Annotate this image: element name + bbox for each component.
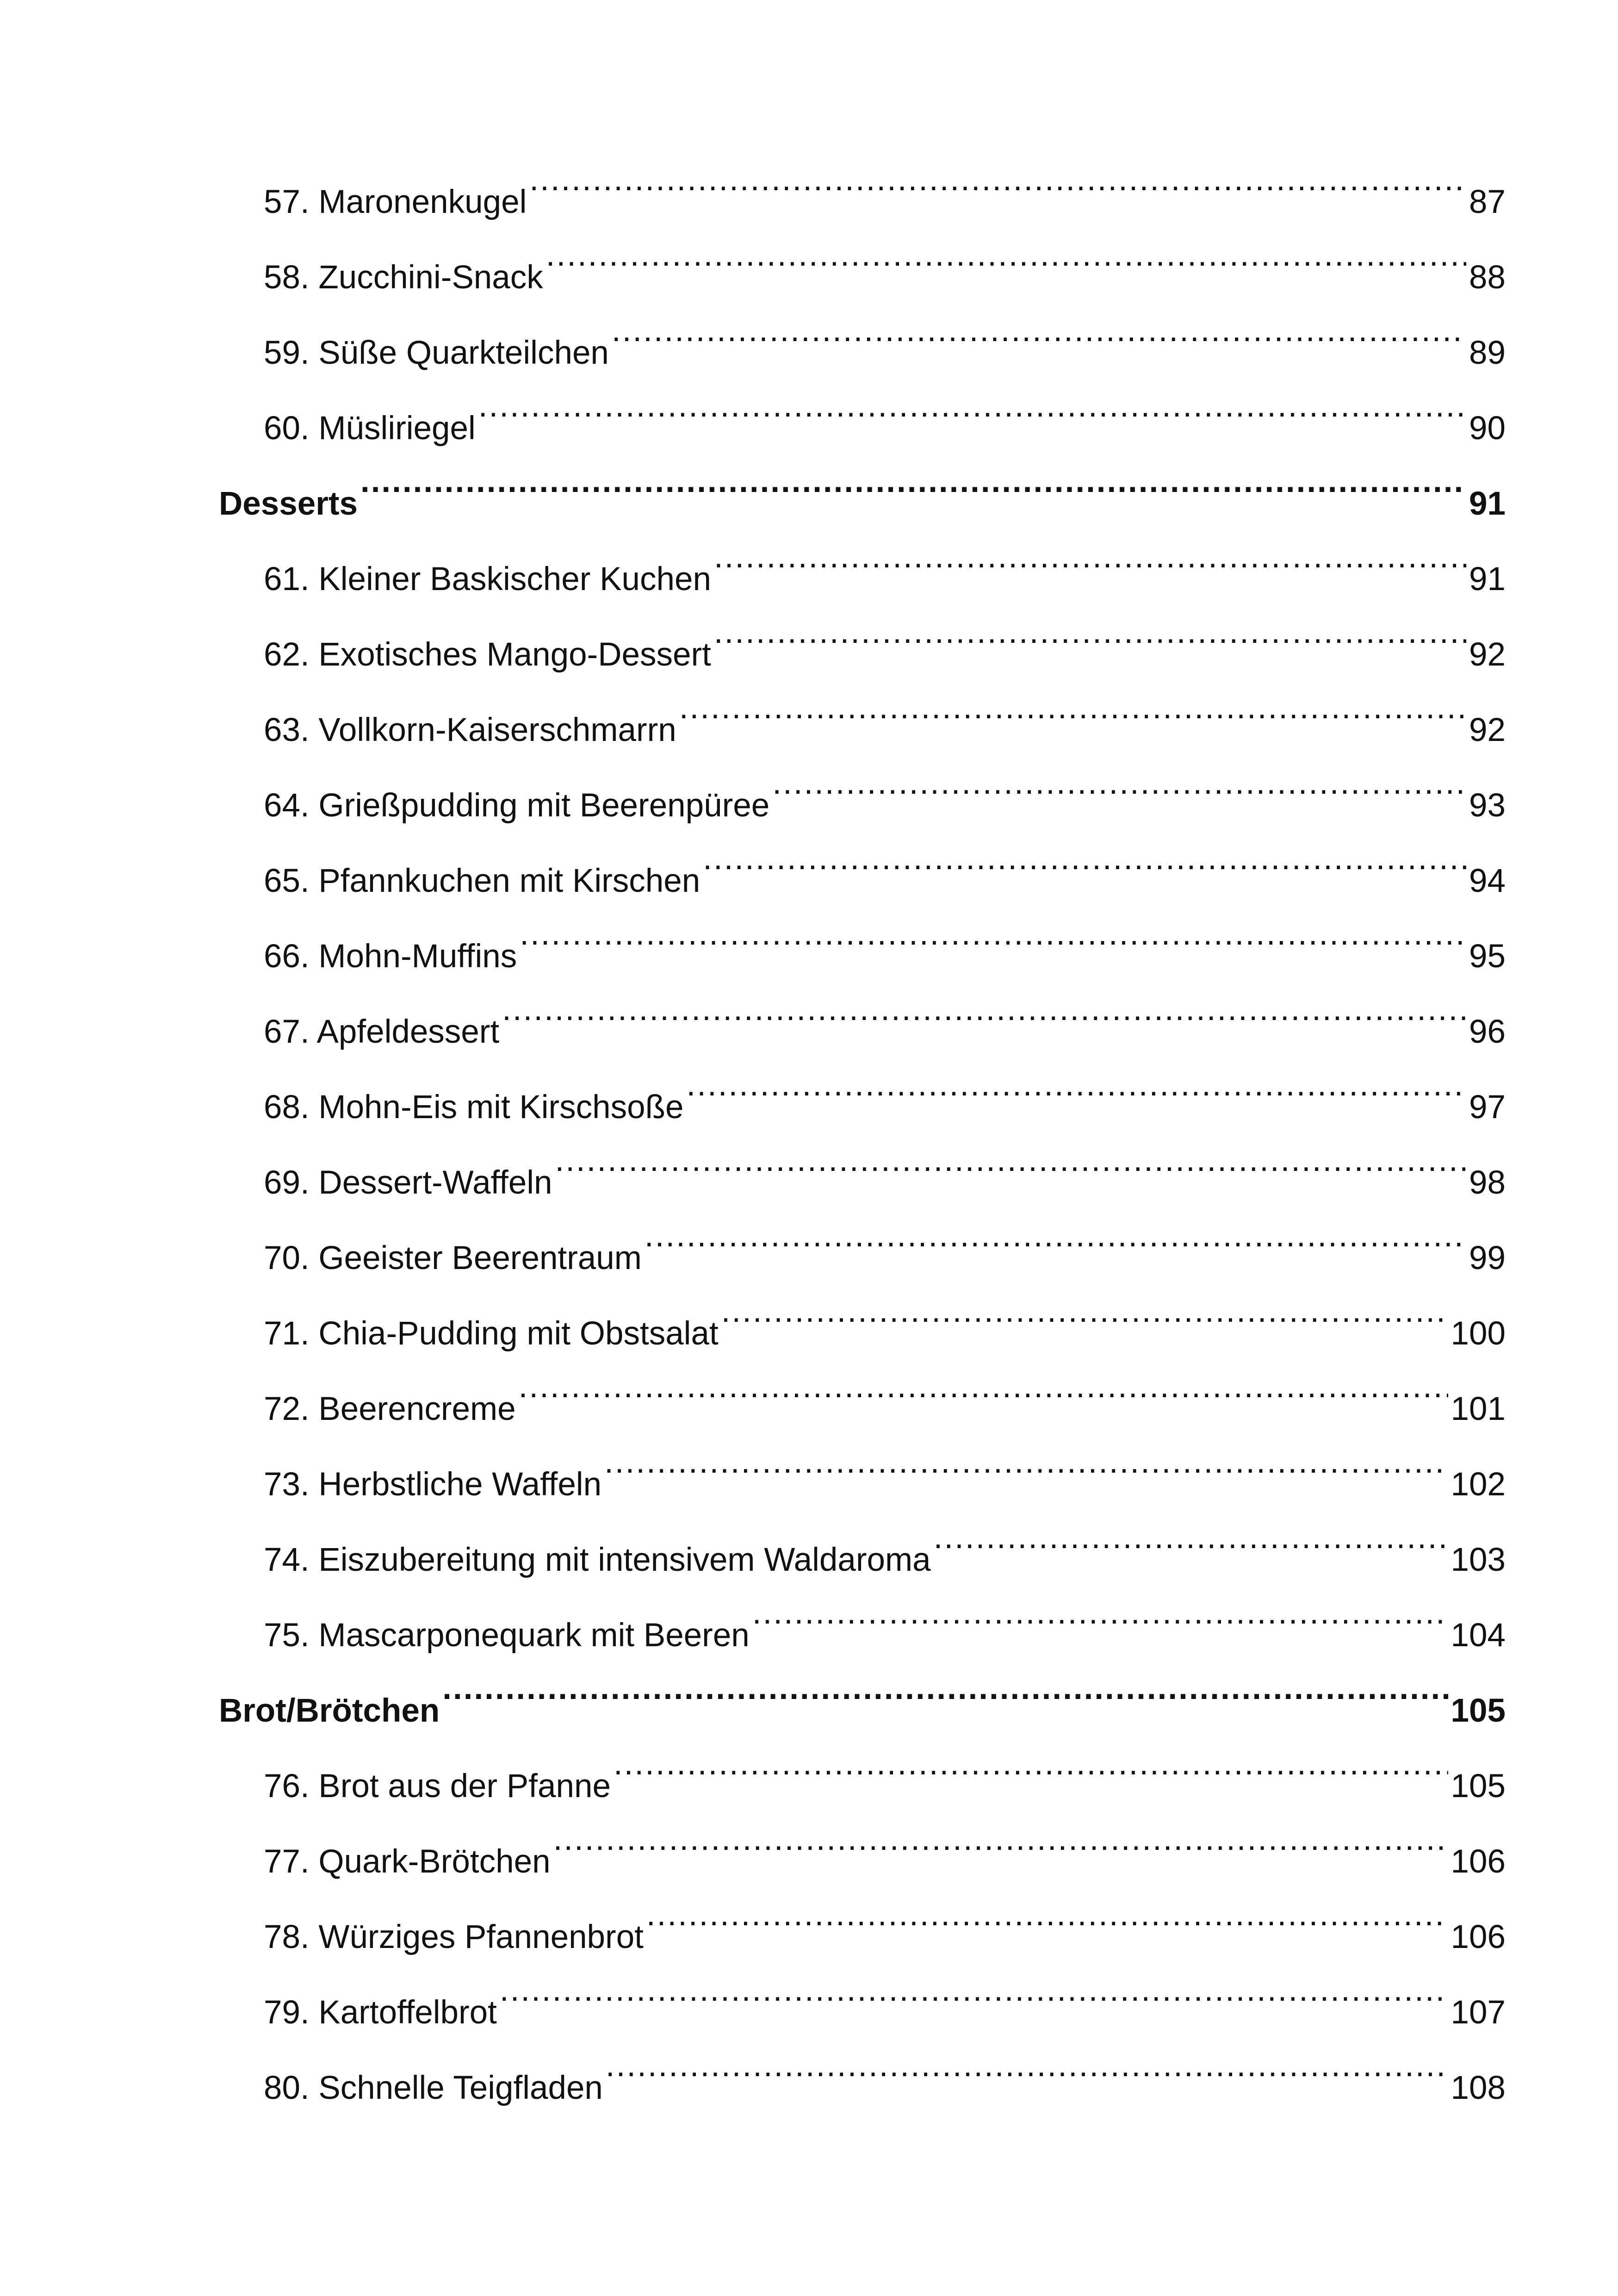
- toc-entry[interactable]: [264, 695, 1506, 748]
- toc-entry[interactable]: [264, 1147, 1506, 1201]
- toc-entry-title: 61. Kleiner Baskischer Kuchen: [264, 561, 711, 597]
- toc-entry[interactable]: [264, 1524, 1506, 1578]
- toc-dot-leader: [646, 1902, 1448, 1948]
- toc-entry-title: 58. Zucchini-Snack: [264, 259, 543, 296]
- toc-entry[interactable]: [264, 1751, 1506, 1804]
- toc-dot-leader: [714, 619, 1466, 666]
- toc-entry[interactable]: [264, 770, 1506, 824]
- toc-entry[interactable]: [264, 619, 1506, 673]
- toc-dot-leader: [519, 1374, 1448, 1420]
- toc-entry-title: 77. Quark-Brötchen: [264, 1843, 551, 1880]
- toc-page-number: 88: [1469, 259, 1506, 296]
- toc-entry[interactable]: [264, 1600, 1506, 1654]
- toc-page-number: 100: [1451, 1315, 1506, 1352]
- toc-page-number: 108: [1451, 2070, 1506, 2106]
- toc-dot-leader: [714, 544, 1466, 590]
- toc-entry-title: 63. Vollkorn-Kaiserschmarrn: [264, 712, 676, 748]
- toc-page-number: 93: [1469, 787, 1506, 824]
- toc-page-number: 92: [1469, 712, 1506, 748]
- toc-entry[interactable]: [264, 393, 1506, 447]
- toc-entry-title: 62. Exotisches Mango-Dessert: [264, 636, 711, 673]
- toc-dot-leader: [606, 2053, 1448, 2099]
- toc-dot-leader: [679, 695, 1466, 741]
- toc-page-number: 102: [1451, 1466, 1506, 1503]
- toc-entry[interactable]: [264, 1072, 1506, 1126]
- toc-entry-title: 69. Dessert-Waffeln: [264, 1164, 552, 1201]
- toc-entry-title: 78. Würziges Pfannenbrot: [264, 1919, 644, 1955]
- toc-entry[interactable]: [264, 1977, 1506, 2031]
- toc-page-number: 107: [1451, 1994, 1506, 2031]
- toc-entry[interactable]: [264, 1298, 1506, 1352]
- toc-entry-title: 74. Eiszubereitung mit intensivem Waldaroma: [264, 1542, 931, 1578]
- toc-dot-leader: [555, 1147, 1466, 1194]
- toc-entry[interactable]: [264, 2053, 1506, 2106]
- toc-dot-leader: [502, 996, 1466, 1043]
- toc-dot-leader: [500, 1977, 1448, 2023]
- toc-entry-title: 57. Maronenkugel: [264, 184, 527, 220]
- toc-section-heading[interactable]: [219, 468, 1506, 522]
- toc-page-number: 106: [1451, 1919, 1506, 1955]
- toc-dot-leader: [546, 242, 1466, 288]
- toc-entry-title: 75. Mascarponequark mit Beeren: [264, 1617, 750, 1654]
- toc-dot-leader: [752, 1600, 1448, 1646]
- toc-page-number: 87: [1469, 184, 1506, 220]
- toc-page-number: 98: [1469, 1164, 1506, 1201]
- toc-page-number: 95: [1469, 938, 1506, 975]
- toc-section-title: Brot/Brötchen: [219, 1692, 440, 1729]
- toc-page-number: 91: [1469, 561, 1506, 597]
- toc-entry-title: 72. Beerencreme: [264, 1391, 516, 1427]
- toc-entry-title: 67. Apfeldessert: [264, 1014, 500, 1050]
- toc-page-number: 104: [1451, 1617, 1506, 1654]
- toc-dot-leader: [645, 1223, 1466, 1269]
- toc-page-number: 105: [1451, 1692, 1506, 1729]
- toc-dot-leader: [772, 770, 1466, 816]
- toc-dot-leader: [721, 1298, 1448, 1344]
- toc-page-number: 101: [1451, 1391, 1506, 1427]
- toc-dot-leader: [703, 846, 1466, 892]
- toc-page-number: 97: [1469, 1089, 1506, 1126]
- toc-dot-leader: [687, 1072, 1467, 1118]
- toc-entry-title: 64. Grießpudding mit Beerenpüree: [264, 787, 770, 824]
- toc-entry-title: 66. Mohn-Muffins: [264, 938, 517, 975]
- toc-page-number: 90: [1469, 410, 1506, 447]
- toc-page-number: 91: [1469, 485, 1506, 522]
- toc-dot-leader: [612, 317, 1466, 364]
- toc-entry-title: 65. Pfannkuchen mit Kirschen: [264, 863, 701, 899]
- toc-entry[interactable]: [264, 544, 1506, 597]
- toc-entry[interactable]: [264, 1223, 1506, 1276]
- toc-dot-leader: [478, 393, 1466, 439]
- toc-entry-title: 59. Süße Quarkteilchen: [264, 335, 609, 371]
- toc-entry-title: 73. Herbstliche Waffeln: [264, 1466, 602, 1503]
- toc-entry-title: 76. Brot aus der Pfanne: [264, 1768, 611, 1804]
- toc-page-number: 103: [1451, 1542, 1506, 1578]
- toc-entry[interactable]: [264, 1449, 1506, 1503]
- toc-entry[interactable]: [264, 167, 1506, 220]
- toc-section-title: Desserts: [219, 485, 358, 522]
- toc-dot-leader: [520, 921, 1466, 967]
- toc-entry-title: 80. Schnelle Teigfladen: [264, 2070, 603, 2106]
- toc-dot-leader: [604, 1449, 1448, 1495]
- toc-page-number: 89: [1469, 335, 1506, 371]
- toc-entry[interactable]: [264, 846, 1506, 899]
- toc-page-number: 99: [1469, 1240, 1506, 1276]
- toc-entry[interactable]: [264, 996, 1506, 1050]
- toc-entry[interactable]: [264, 242, 1506, 296]
- toc-entry-title: 71. Chia-Pudding mit Obstsalat: [264, 1315, 719, 1352]
- toc-dot-leader: [360, 468, 1466, 515]
- toc-dot-leader: [934, 1524, 1448, 1571]
- toc-dot-leader: [553, 1826, 1448, 1873]
- toc-entry-title: 70. Geeister Beerentraum: [264, 1240, 642, 1276]
- toc-page-number: 105: [1451, 1768, 1506, 1804]
- toc-entry-title: 68. Mohn-Eis mit Kirschsoße: [264, 1089, 684, 1126]
- toc-page-number: 96: [1469, 1014, 1506, 1050]
- toc-entry[interactable]: [264, 1374, 1506, 1427]
- toc-entry-title: 79. Kartoffelbrot: [264, 1994, 497, 2031]
- toc-dot-leader: [529, 167, 1466, 213]
- toc-entry[interactable]: [264, 317, 1506, 371]
- toc-entry[interactable]: [264, 921, 1506, 975]
- toc-entry[interactable]: [264, 1902, 1506, 1955]
- toc-page-number: 92: [1469, 636, 1506, 673]
- toc-page-number: 94: [1469, 863, 1506, 899]
- toc-page-number: 106: [1451, 1843, 1506, 1880]
- toc-dot-leader: [442, 1675, 1448, 1722]
- toc-dot-leader: [614, 1751, 1448, 1797]
- toc-entry[interactable]: [264, 1826, 1506, 1880]
- toc-entry-title: 60. Müsliriegel: [264, 410, 476, 447]
- toc-section-heading[interactable]: [219, 1675, 1506, 1729]
